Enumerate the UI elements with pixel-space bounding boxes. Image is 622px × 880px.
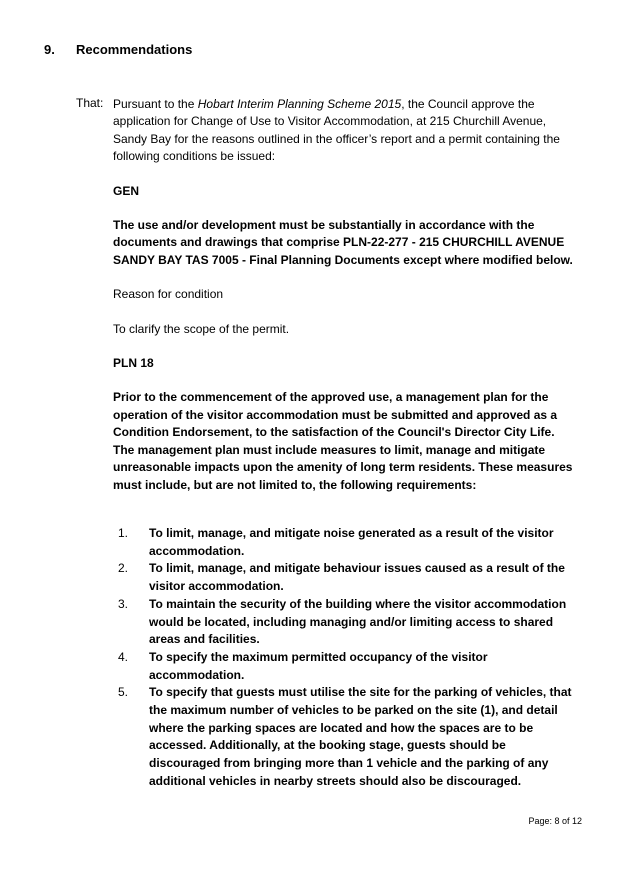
list-item-text: To limit, manage, and mitigate noise generated as a result of the visitor accommodation. [149,526,554,558]
list-item-text: To maintain the security of the building where the visitor accommodation would be located, including managing and/or limiting access to shared areas and facilities. [149,596,567,647]
list-item-text: To specify the maximum permitted occupancy of the visitor accommodation. [149,649,488,682]
condition-code-gen: GEN [113,183,140,198]
condition-text-pln18: Prior to the commencement of the approved use, a management plan for the operation of the visitor accommodation must be submitted and approved as a Condition Endorsement, to the satisfaction of the Council's Director City Life. The management plan must include measures to limit, manage and mitigate unreasonable impacts upon the amenity of long term residents. These measures must include, but are not limited to, the following requirements: [113,390,573,492]
list-item-text: To specify that guests must utilise the site for the parking of vehicles, that the maximum number of vehicles to be parked on the site (1), and detail where the parking spaces are located and how the spaces are to be accessed. Additionally, at the booking stage, guests should be discouraged from bringing more than 1 vehicle and the parking of any additional vehicles in nearby streets should also be discouraged. [149,685,572,788]
requirements-list [113,525,575,791]
reason-text: To clarify the scope of the permit. [113,321,290,336]
list-item-number: 5. [118,685,129,700]
list-item [113,525,575,560]
list-item-text: To limit, manage, and mitigate behaviour issues caused as a result of the visitor accommodation. [149,561,565,594]
list-item [113,684,575,790]
section-heading: Recommendations [76,42,193,57]
that-label: That: [76,96,104,110]
recommendation-intro [113,96,575,166]
list-item-number: 4. [118,649,129,664]
condition-text-gen: The use and/or development must be substantially in accordance with the documents and drawings that comprise PLN-22-277 - 215 CHURCHILL AVENUE SANDY BAY TAS 7005 - Final Planning Documents except where modified below. [113,218,573,267]
recommendation-body [113,96,575,511]
page-number: Page: 8 of 12 [528,816,582,826]
condition-code-pln18: PLN 18 [113,356,154,371]
list-item [113,649,575,684]
list-item [113,596,575,649]
intro-text-end: , the Council approve the application for Change of Use to Visitor Accommodation, at 215 Churchill Avenue, Sandy Bay for the reasons outlined in the officer’s report and a permit containing the following conditions be issued: [113,97,560,164]
reason-label: Reason for condition [113,287,224,302]
section-number: 9. [44,42,55,57]
list-item-number: 1. [118,526,129,540]
list-item [113,560,575,595]
list-item-number: 3. [118,596,129,611]
intro-text-start: Pursuant to the [113,97,198,111]
list-item-number: 2. [118,561,129,576]
planning-scheme-title: Hobart Interim Planning Scheme 2015 [197,97,402,111]
